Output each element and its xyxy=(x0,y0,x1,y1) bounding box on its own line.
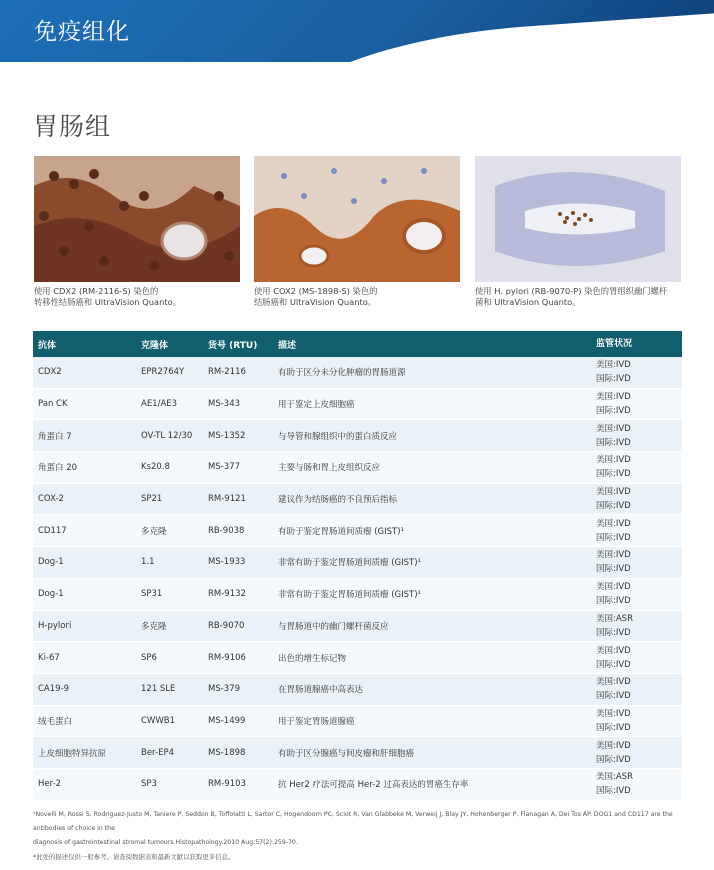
cell-clone: OV-TL 12/30 xyxy=(141,430,193,441)
cell-antibody: Her-2 xyxy=(38,779,62,790)
cell-catalog: MS-1933 xyxy=(208,557,246,568)
table-row xyxy=(33,769,682,801)
table-row xyxy=(33,611,682,643)
cell-regulatory xyxy=(596,739,682,767)
cell-clone: EPR2764Y xyxy=(141,367,185,378)
cell-antibody: COX-2 xyxy=(38,494,64,505)
regulatory-us: 美国:IVD xyxy=(596,487,631,498)
cell-antibody: CD117 xyxy=(38,525,67,536)
cell-description: 有助于鉴定胃肠道间质瘤 (GIST)¹ xyxy=(278,526,404,537)
cell-regulatory xyxy=(596,390,682,418)
figure-caption: 使用 COX2 (MS-1898-S) 染色的 结肠癌和 UltraVision Quanto。 xyxy=(254,286,378,307)
regulatory-intl: 国际:IVD xyxy=(596,406,631,417)
regulatory-us: 美国:IVD xyxy=(596,582,631,593)
regulatory-us: 美国:IVD xyxy=(596,518,631,529)
disclaimer-footnote: *此处的描述仅供一般参考。请查阅数据表和最新文献以获取更多信息。 xyxy=(33,853,235,861)
table-row xyxy=(33,515,682,547)
regulatory-us: 美国:IVD xyxy=(596,708,631,719)
cell-antibody: Pan CK xyxy=(38,399,68,410)
micrograph-image-hpylori xyxy=(475,156,681,282)
cell-clone: AE1/AE3 xyxy=(141,399,178,410)
figure-caption: 使用 CDX2 (RM-2116-S) 染色的 转移性结肠癌和 UltraVision Quanto。 xyxy=(34,286,181,307)
cell-catalog: MS-1352 xyxy=(208,430,246,441)
cell-clone: SP21 xyxy=(141,494,163,505)
cell-antibody: 上皮细胞特异抗原 xyxy=(38,748,107,759)
cell-catalog: RM-9132 xyxy=(208,589,246,600)
cell-description: 建议作为结肠癌的不良预后指标 xyxy=(278,495,398,506)
regulatory-us: 美国:IVD xyxy=(596,677,631,688)
regulatory-intl: 国际:IVD xyxy=(596,627,631,638)
cell-description: 用于鉴定上皮细胞癌 xyxy=(278,400,355,411)
regulatory-intl: 国际:IVD xyxy=(596,501,631,512)
cell-clone: Ks20.8 xyxy=(141,462,170,473)
regulatory-intl: 国际:IVD xyxy=(596,786,631,797)
regulatory-intl: 国际:IVD xyxy=(596,564,631,575)
cell-clone: SP3 xyxy=(141,779,157,790)
table-row xyxy=(33,484,682,516)
reference-footnote: ¹Novelli M, Rossi S, Rodriguez-Justo M, Taniere P, Seddon B, Toffolatti L, Sartor C, Hogendoorn PC, Sciot R, Van Glabbeke M, Verweij J, Blay JY, Hohenberger P, Flanagan A, Dei Tos AP. DOG1 and CD117 are the antibodies of choice in the diagnosis of gastrointestinal stromal tumours.Histopathology.2010 Aug;57(2):259-70. xyxy=(33,811,673,846)
cell-regulatory xyxy=(596,675,682,703)
column-header-antibody: 抗体 xyxy=(38,340,57,351)
cell-catalog: RB-9038 xyxy=(208,525,245,536)
cell-clone: 1.1 xyxy=(141,557,155,568)
regulatory-us: 美国:IVD xyxy=(596,455,631,466)
table-row xyxy=(33,389,682,421)
cell-antibody: H-pylori xyxy=(38,620,72,631)
regulatory-us: 美国:IVD xyxy=(596,740,631,751)
cell-description: 非常有助于鉴定胃肠道间质瘤 (GIST)¹ xyxy=(278,590,421,601)
cell-clone: 121 SLE xyxy=(141,684,176,695)
cell-regulatory xyxy=(596,485,682,513)
cell-regulatory xyxy=(596,422,682,450)
micrograph-image-cox2 xyxy=(254,156,460,282)
regulatory-intl: 国际:IVD xyxy=(596,469,631,480)
regulatory-intl: 国际:IVD xyxy=(596,754,631,765)
figure-cdx2 xyxy=(34,156,240,308)
table-row xyxy=(33,420,682,452)
cell-catalog: MS-343 xyxy=(208,399,241,410)
cell-description: 有助于区分腺癌与间皮瘤和肝细胞癌 xyxy=(278,748,415,759)
table-header-row xyxy=(33,331,682,357)
cell-antibody: Dog-1 xyxy=(38,557,64,568)
table-row xyxy=(33,547,682,579)
regulatory-intl: 国际:IVD xyxy=(596,722,631,733)
antibody-table xyxy=(33,331,682,801)
cell-regulatory xyxy=(596,770,682,798)
regulatory-intl: 国际:IVD xyxy=(596,532,631,543)
regulatory-intl: 国际:IVD xyxy=(596,437,631,448)
cell-catalog: RM-9106 xyxy=(208,652,246,663)
table-row xyxy=(33,357,682,389)
regulatory-us: 美国:ASR xyxy=(596,772,633,783)
cell-catalog: MS-1898 xyxy=(208,747,246,758)
cell-clone: SP31 xyxy=(141,589,163,600)
figure-cox2 xyxy=(254,156,460,308)
figure-hpylori xyxy=(475,156,681,308)
cell-clone: 多克隆 xyxy=(141,621,167,632)
cell-description: 出色的增生标记物 xyxy=(278,653,347,664)
cell-catalog: RM-9103 xyxy=(208,779,246,790)
header-title: 免疫组化 xyxy=(34,19,130,45)
table-row xyxy=(33,642,682,674)
cell-regulatory xyxy=(596,453,682,481)
table-row xyxy=(33,706,682,738)
cell-description: 用于鉴定胃肠道腺癌 xyxy=(278,716,355,727)
page-header-banner xyxy=(0,0,714,62)
regulatory-intl: 国际:IVD xyxy=(596,659,631,670)
regulatory-us: 美国:IVD xyxy=(596,392,631,403)
cell-catalog: MS-377 xyxy=(208,462,241,473)
table-row xyxy=(33,674,682,706)
column-header-regulatory: 监管状况 xyxy=(596,339,633,349)
regulatory-us: 美国:IVD xyxy=(596,550,631,561)
table-row xyxy=(33,579,682,611)
regulatory-us: 美国:IVD xyxy=(596,423,631,434)
cell-regulatory xyxy=(596,517,682,545)
cell-regulatory xyxy=(596,580,682,608)
cell-description: 在胃肠道腺癌中高表达 xyxy=(278,685,364,696)
micrograph-image-cdx2 xyxy=(34,156,240,282)
cell-antibody: Ki-67 xyxy=(38,652,60,663)
cell-regulatory xyxy=(596,612,682,640)
cell-clone: CWWB1 xyxy=(141,715,175,726)
cell-description: 与导管和腺组织中的蛋白质反应 xyxy=(278,431,398,442)
cell-clone: 多克隆 xyxy=(141,526,167,537)
cell-regulatory xyxy=(596,548,682,576)
cell-catalog: MS-1499 xyxy=(208,715,246,726)
table-row xyxy=(33,452,682,484)
cell-antibody: 绒毛蛋白 xyxy=(38,716,73,727)
regulatory-us: 美国:ASR xyxy=(596,613,633,624)
cell-clone: Ber-EP4 xyxy=(141,747,174,758)
cell-antibody: Dog-1 xyxy=(38,589,64,600)
table-body xyxy=(33,357,682,801)
cell-description: 主要与肠和胃上皮组织反应 xyxy=(278,463,381,474)
column-header-clone: 克隆体 xyxy=(141,340,169,351)
cell-description: 抗 Her2 疗法可提高 Her-2 过高表达的胃癌生存率 xyxy=(278,780,469,791)
cell-regulatory xyxy=(596,358,682,386)
section-title: 胃肠组 xyxy=(33,112,112,141)
cell-description: 非常有助于鉴定胃肠道间质瘤 (GIST)¹ xyxy=(278,558,421,569)
cell-catalog: RB-9070 xyxy=(208,620,245,631)
cell-catalog: MS-379 xyxy=(208,684,241,695)
cell-clone: SP6 xyxy=(141,652,157,663)
cell-antibody: CDX2 xyxy=(38,367,62,378)
cell-antibody: CA19-9 xyxy=(38,684,70,695)
regulatory-intl: 国际:IVD xyxy=(596,691,631,702)
cell-description: 与胃肠道中的幽门螺杆菌反应 xyxy=(278,621,389,632)
cell-catalog: RM-2116 xyxy=(208,367,246,378)
regulatory-intl: 国际:IVD xyxy=(596,374,631,385)
regulatory-us: 美国:IVD xyxy=(596,645,631,656)
table-row xyxy=(33,737,682,769)
cell-regulatory xyxy=(596,707,682,735)
column-header-catalog: 货号 (RTU) xyxy=(208,340,258,351)
figure-caption: 使用 H. pylori (RB-9070-P) 染色的胃组织幽门螺杆 菌和 UltraVision Quanto。 xyxy=(475,286,668,307)
regulatory-intl: 国际:IVD xyxy=(596,596,631,607)
cell-description: 有助于区分未分化肿瘤的胃肠道源 xyxy=(278,368,406,379)
cell-antibody: 角蛋白 7 xyxy=(38,431,72,442)
regulatory-us: 美国:IVD xyxy=(596,360,631,371)
cell-catalog: RM-9121 xyxy=(208,494,246,505)
column-header-description: 描述 xyxy=(278,340,297,351)
cell-antibody: 角蛋白 20 xyxy=(38,463,78,474)
cell-regulatory xyxy=(596,644,682,672)
